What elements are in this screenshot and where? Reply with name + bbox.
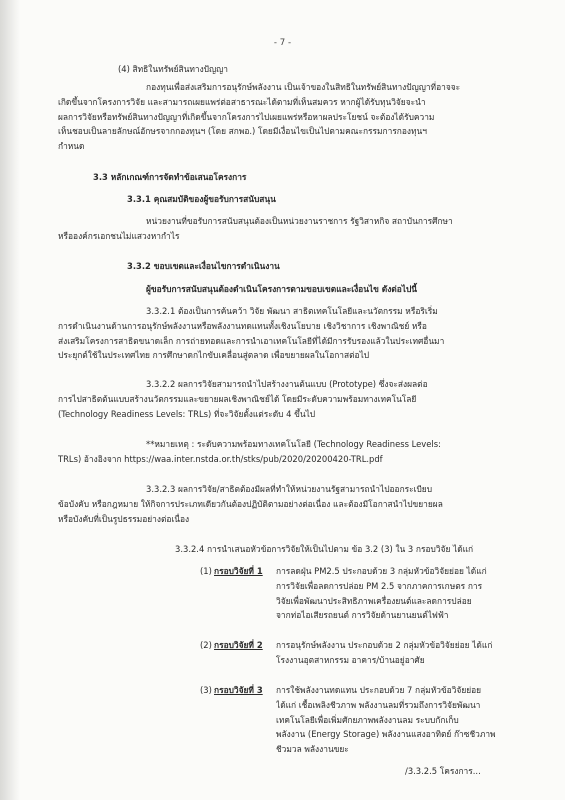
section-3-3-1-heading: 3.3.1 คุณสมบัติของผู้ขอรับการสนับสนุน: [127, 194, 276, 204]
section-3-3-2-intro: ผู้ขอรับการสนับสนุนต้องดำเนินโครงการตามขอบเขตและเงื่อนไข ดังต่อไปนี้: [146, 284, 418, 294]
item4-line: ผลการวิจัยหรือทรัพย์สินทางปัญญาที่เกิดขึ้นจากโครงการไปเผยแพร่หรือหาผลประโยชน์ จะต้องได้รับความ: [58, 111, 435, 122]
continuation-marker: /3.3.2.5 โครงการ...: [405, 766, 481, 776]
framework-description: [276, 638, 510, 668]
framework-line: การใช้พลังงานทดแทน ประกอบด้วย 7 กลุ่มหัวข้อวิจัยย่อย: [276, 685, 482, 695]
item4-line: เห็นชอบเป็นลายลักษณ์อักษรจากกองทุนฯ (โดย สกพอ.) โดยมีเงื่อนไขเป็นไปตามคณะกรรมการกองทุนฯ: [58, 126, 427, 137]
framework-description: [276, 564, 510, 623]
framework-1: [200, 564, 510, 623]
item4-line: กองทุนเพื่อส่งเสริมการอนุรักษ์พลังงาน เป็นเจ้าของในสิทธิในทรัพย์สินทางปัญญาที่อาจจะ: [146, 82, 461, 92]
framework-label: กรอบวิจัยที่ 2: [214, 640, 263, 650]
section-3-3-1-body: [58, 214, 503, 244]
framework-description: [276, 683, 510, 757]
p1-line: การดำเนินงานด้านการอนุรักษ์พลังงานหรือพลังงานทดแทนทั้งเชิงนโยบาย เชิงวิชาการ เชิงพาณิชย์ หรือ: [58, 320, 427, 331]
p2-line: 3.3.2.2 ผลการวิจัยสามารถนำไปสร้างงานต้นแบบ (Prototype) ซึ่งจะส่งผลต่อ: [146, 379, 428, 389]
item4-title-block: [118, 62, 448, 77]
scan-edge-shadow: [0, 0, 20, 800]
paragraph-3-3-2-4: 3.3.2.4 การนำเสนอหัวข้อการวิจัยให้เป็นไปตาม ข้อ 3.2 (3) ใน 3 กรอบวิจัย ได้แก่: [175, 544, 474, 554]
framework-label: กรอบวิจัยที่ 3: [214, 685, 263, 695]
paragraph-3-3-2-3: [58, 482, 503, 526]
framework-line: ชีวมวล พลังงานขยะ: [276, 744, 349, 755]
framework-line: โรงงานอุตสาหกรรม อาคาร/บ้านอยู่อาศัย: [276, 654, 425, 665]
framework-2: [200, 638, 510, 668]
p2-line: การไปสาธิตต้นแบบสร้างนวัตกรรมและขยายผลเชิงพาณิชย์ได้ โดยมีระดับความพร้อมทางเทคโนโลยี: [58, 393, 417, 404]
item4-paragraph: [58, 80, 503, 154]
framework-line: เทคโนโลยีเพื่อเพิ่มศักยภาพพลังงานลม ระบบกักเก็บ: [276, 714, 459, 725]
note-line: TRLs) อ้างอิงจาก https://waa.inter.nstda.or.th/stks/pub/2020/20200420-TRL.pdf: [58, 453, 383, 464]
p3-line: ข้อบังคับ หรือกฎหมาย ให้กิจการประเภทเดียวกันต้องปฏิบัติตามอย่างต่อเนื่อง และต้องมีโอกาสนำไปขยายผล: [58, 498, 443, 509]
framework-label: กรอบวิจัยที่ 1: [214, 566, 263, 576]
framework-line: พลังงาน (Energy Storage) พลังงานแสงอาทิตย์ ก๊าซชีวภาพ: [276, 729, 496, 740]
framework-3: [200, 683, 510, 757]
section-3-3-1-line: หรือองค์กรเอกชนไม่แสวงหากำไร: [58, 230, 180, 241]
framework-number: (2): [200, 640, 212, 650]
framework-line: การวิจัยเพื่อลดการปล่อย PM 2.5 จากภาคการเกษตร การ: [276, 580, 483, 591]
p1-line: ประยุกต์ใช้ในประเทศไทย การศึกษาดกไกขับเคลื่อนสู่ตลาด เพื่อขยายผลในโอกาสต่อไป: [58, 350, 370, 361]
trl-note: [58, 437, 503, 467]
paragraph-3-3-2-2: [58, 377, 503, 421]
section-3-3-1-line: หน่วยงานที่ขอรับการสนับสนุนต้องเป็นหน่วยงานราชการ รัฐวิสาหกิจ สถาบันการศึกษา: [146, 216, 453, 226]
framework-line: การอนุรักษ์พลังงาน ประกอบด้วย 2 กลุ่มหัวข้อวิจัยย่อย ได้แก่: [276, 640, 493, 650]
p2-line: (Technology Readiness Levels: TRLs) ที่จะวิจัยตั้งแต่ระดับ 4 ขึ้นไป: [58, 408, 316, 419]
framework-number: (1): [200, 566, 212, 576]
framework-line: การลดฝุ่น PM2.5 ประกอบด้วย 3 กลุ่มหัวข้อวิจัยย่อย ได้แก่: [276, 566, 487, 576]
p3-line: หรือบังคับที่เป็นรูปธรรมอย่างต่อเนื่อง: [58, 513, 190, 524]
section-3-3-2-heading: 3.3.2 ขอบเขตและเงื่อนไขการดำเนินงาน: [127, 261, 280, 271]
note-line: **หมายเหตุ : ระดับความพร้อมทางเทคโนโลยี (Technology Readiness Levels:: [146, 439, 441, 449]
p1-line: ส่งเสริมโครงการสาธิตขนาดเล็ก การถ่ายทอดและการนำเอาเทคโนโลยีที่ได้มีการรับรองแล้วในประเทศอื่นมา: [58, 335, 445, 346]
framework-line: จากท่อไอเสียรถยนต์ การวิจัยด้านยานยนต์ไฟฟ้า: [276, 610, 449, 621]
p3-line: 3.3.2.3 ผลการวิจัย/สาธิตต้องมีผลที่ทำให้หน่วยงานรัฐสามารถนำไปออกระเบียบ: [146, 484, 433, 494]
section-3-3-heading: 3.3 หลักเกณฑ์การจัดทำข้อเสนอโครงการ: [93, 172, 247, 182]
framework-number: (3): [200, 685, 212, 695]
page-number: - 7 -: [273, 38, 292, 48]
item4-line: กำหนด: [58, 141, 85, 152]
paragraph-3-3-2-1: [58, 304, 503, 363]
item4-title: (4) สิทธิในทรัพย์สินทางปัญญา: [118, 64, 228, 74]
framework-line: วิจัยเพื่อพัฒนาประสิทธิภาพเครื่องยนต์และลดการปล่อย: [276, 595, 472, 606]
p1-line: 3.3.2.1 ต้องเป็นการค้นคว้า วิจัย พัฒนา สาธิตเทคโนโลยีและนวัตกรรม หรือริเริ่ม: [146, 306, 438, 316]
item4-line: เกิดขึ้นจากโครงการวิจัย และสามารถเผยแพร่ต่อสาธารณะได้ตามที่เห็นสมควร หากผู้ได้รับทุนวิจัยจะนำ: [58, 96, 426, 107]
framework-line: ได้แก่ เชื้อเพลิงชีวภาพ พลังงานลมที่รวมถึงการวิจัยพัฒนา: [276, 699, 481, 710]
